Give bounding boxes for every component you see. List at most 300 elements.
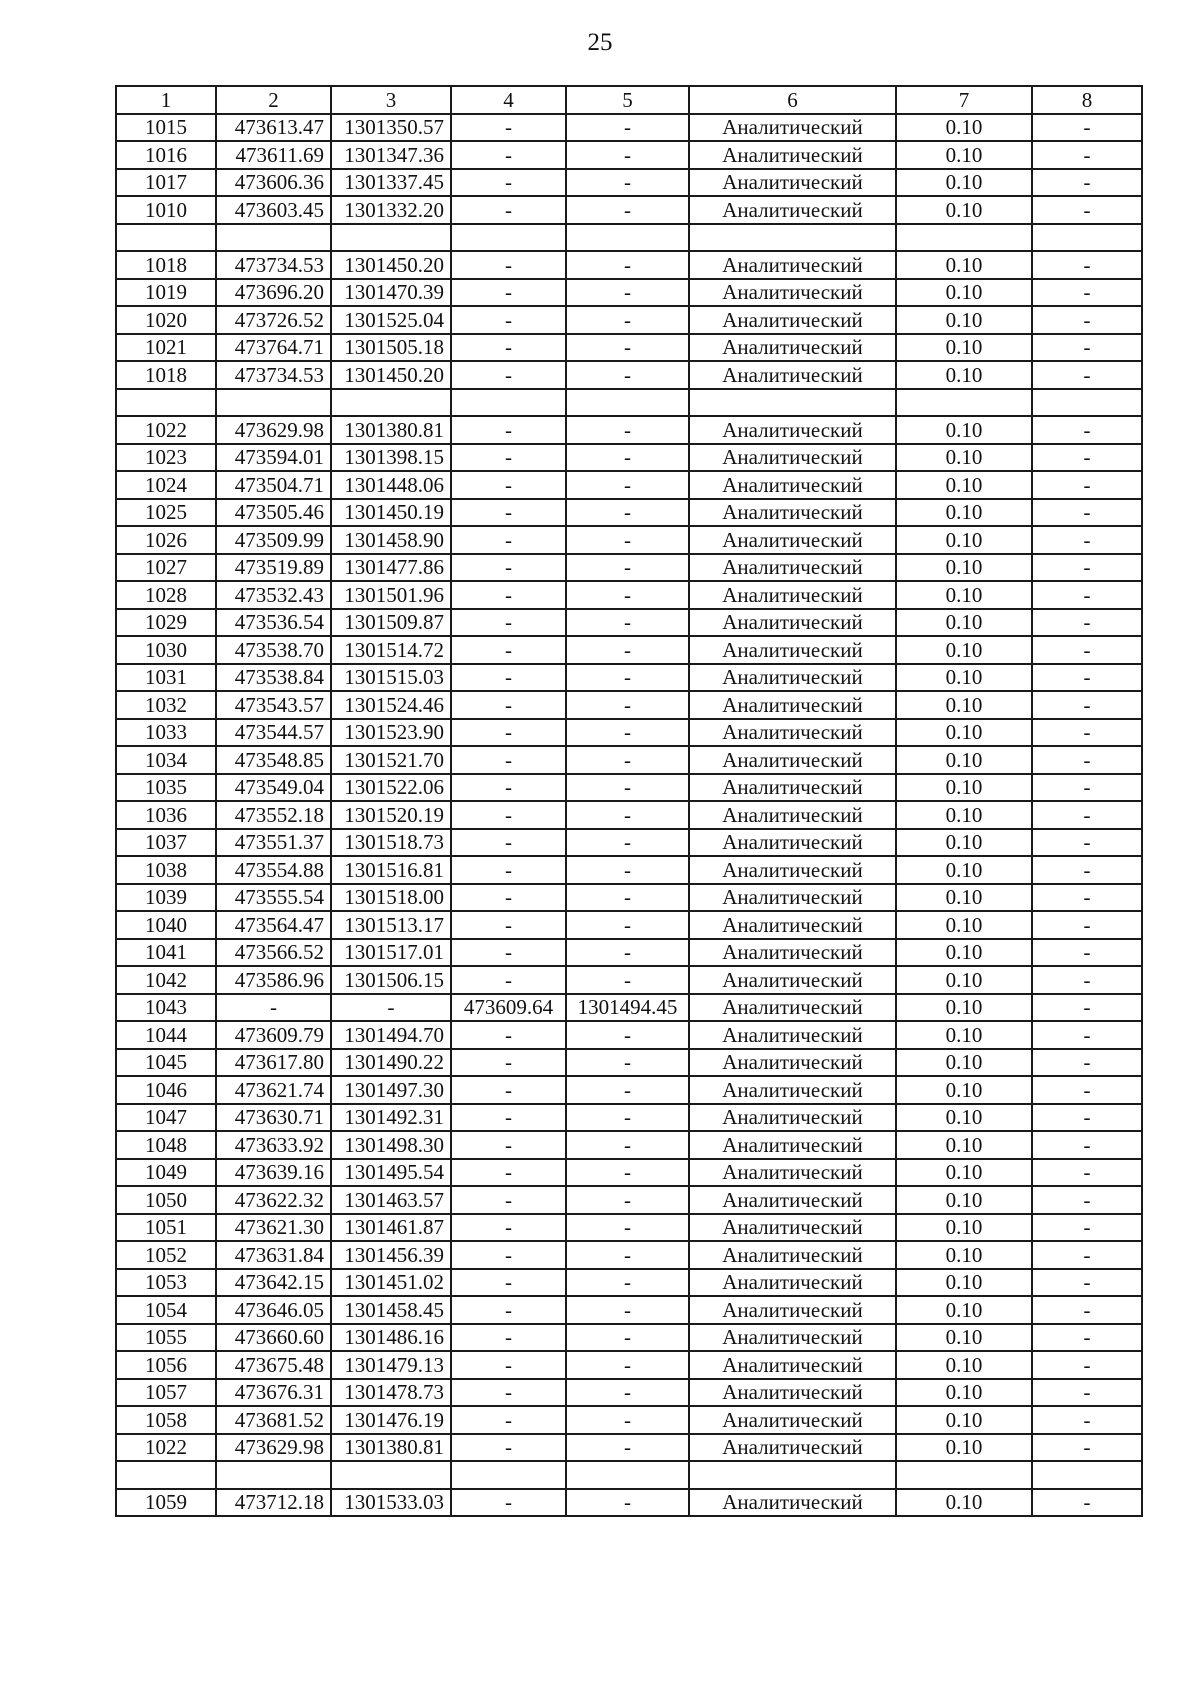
cell-method: Аналитический (689, 1324, 896, 1352)
cell-y-coordinate (331, 1461, 451, 1489)
cell-point-number: 1057 (116, 1379, 216, 1407)
cell-accuracy: 0.10 (896, 1021, 1032, 1049)
cell-note: - (1032, 1159, 1142, 1187)
table-row (116, 801, 1142, 829)
cell-y-coordinate-new: - (566, 1104, 689, 1132)
cell-method: Аналитический (689, 829, 896, 857)
cell-note: - (1032, 609, 1142, 637)
cell-y-coordinate-new: - (566, 746, 689, 774)
cell-accuracy: 0.10 (896, 664, 1032, 692)
cell-x-coordinate-new: - (451, 169, 566, 197)
cell-y-coordinate-new: - (566, 581, 689, 609)
cell-note: - (1032, 416, 1142, 444)
cell-point-number: 1047 (116, 1104, 216, 1132)
cell-y-coordinate: 1301478.73 (331, 1379, 451, 1407)
cell-y-coordinate: 1301497.30 (331, 1076, 451, 1104)
cell-method: Аналитический (689, 1186, 896, 1214)
cell-note: - (1032, 526, 1142, 554)
cell-y-coordinate-new: - (566, 141, 689, 169)
cell-point-number: 1058 (116, 1406, 216, 1434)
header-cell-2: 2 (216, 86, 331, 114)
cell-method: Аналитический (689, 169, 896, 197)
cell-method (689, 389, 896, 417)
cell-method: Аналитический (689, 279, 896, 307)
table-row (116, 911, 1142, 939)
cell-note: - (1032, 361, 1142, 389)
cell-accuracy: 0.10 (896, 1049, 1032, 1077)
cell-point-number: 1056 (116, 1351, 216, 1379)
cell-note: - (1032, 196, 1142, 224)
cell-y-coordinate: 1301517.01 (331, 939, 451, 967)
cell-x-coordinate (216, 1461, 331, 1489)
page-number: 25 (587, 29, 613, 56)
header-cell-6: 6 (689, 86, 896, 114)
cell-x-coordinate: 473603.45 (216, 196, 331, 224)
cell-x-coordinate: 473555.54 (216, 884, 331, 912)
cell-note: - (1032, 114, 1142, 142)
cell-note: - (1032, 1379, 1142, 1407)
cell-method: Аналитический (689, 719, 896, 747)
cell-x-coordinate: 473543.57 (216, 691, 331, 719)
cell-method: Аналитический (689, 664, 896, 692)
cell-point-number: 1050 (116, 1186, 216, 1214)
cell-point-number: 1026 (116, 526, 216, 554)
table-row (116, 416, 1142, 444)
table-row (116, 1159, 1142, 1187)
table-row (116, 664, 1142, 692)
cell-accuracy: 0.10 (896, 1406, 1032, 1434)
cell-point-number: 1037 (116, 829, 216, 857)
table-row (116, 141, 1142, 169)
cell-x-coordinate: 473544.57 (216, 719, 331, 747)
cell-note: - (1032, 1434, 1142, 1462)
cell-method: Аналитический (689, 334, 896, 362)
cell-y-coordinate: 1301498.30 (331, 1131, 451, 1159)
table-row (116, 224, 1142, 252)
cell-y-coordinate-new: - (566, 1049, 689, 1077)
cell-method: Аналитический (689, 746, 896, 774)
cell-y-coordinate: 1301479.13 (331, 1351, 451, 1379)
cell-point-number: 1042 (116, 966, 216, 994)
cell-method: Аналитический (689, 361, 896, 389)
table-row (116, 1296, 1142, 1324)
cell-y-coordinate-new: - (566, 1241, 689, 1269)
cell-point-number: 1055 (116, 1324, 216, 1352)
cell-note: - (1032, 966, 1142, 994)
table-row (116, 1434, 1142, 1462)
table-row (116, 334, 1142, 362)
cell-note: - (1032, 169, 1142, 197)
cell-note: - (1032, 581, 1142, 609)
cell-method: Аналитический (689, 1434, 896, 1462)
cell-y-coordinate-new: - (566, 114, 689, 142)
cell-x-coordinate: 473536.54 (216, 609, 331, 637)
cell-x-coordinate: 473509.99 (216, 526, 331, 554)
cell-accuracy: 0.10 (896, 581, 1032, 609)
cell-accuracy: 0.10 (896, 1076, 1032, 1104)
cell-y-coordinate-new: - (566, 829, 689, 857)
header-cell-3: 3 (331, 86, 451, 114)
cell-y-coordinate: 1301470.39 (331, 279, 451, 307)
cell-x-coordinate: 473622.32 (216, 1186, 331, 1214)
cell-y-coordinate-new: - (566, 774, 689, 802)
cell-y-coordinate: 1301456.39 (331, 1241, 451, 1269)
cell-y-coordinate-new: - (566, 1269, 689, 1297)
cell-y-coordinate: 1301520.19 (331, 801, 451, 829)
cell-method: Аналитический (689, 884, 896, 912)
table-row (116, 966, 1142, 994)
cell-method: Аналитический (689, 1214, 896, 1242)
cell-method: Аналитический (689, 1406, 896, 1434)
table-row (116, 1351, 1142, 1379)
cell-x-coordinate-new: - (451, 499, 566, 527)
cell-accuracy: 0.10 (896, 994, 1032, 1022)
cell-x-coordinate: 473538.70 (216, 636, 331, 664)
cell-accuracy: 0.10 (896, 1159, 1032, 1187)
cell-note: - (1032, 801, 1142, 829)
cell-point-number: 1054 (116, 1296, 216, 1324)
cell-y-coordinate: 1301477.86 (331, 554, 451, 582)
cell-x-coordinate-new: - (451, 361, 566, 389)
cell-x-coordinate-new: - (451, 1241, 566, 1269)
cell-x-coordinate-new: - (451, 609, 566, 637)
cell-accuracy: 0.10 (896, 939, 1032, 967)
table-row (116, 471, 1142, 499)
table-row (116, 1406, 1142, 1434)
table-row (116, 444, 1142, 472)
table-row (116, 746, 1142, 774)
cell-x-coordinate: 473621.30 (216, 1214, 331, 1242)
cell-accuracy: 0.10 (896, 1104, 1032, 1132)
cell-y-coordinate-new: - (566, 499, 689, 527)
cell-point-number: 1038 (116, 856, 216, 884)
cell-accuracy: 0.10 (896, 719, 1032, 747)
cell-x-coordinate-new: - (451, 334, 566, 362)
cell-y-coordinate-new: - (566, 471, 689, 499)
cell-y-coordinate-new: - (566, 1406, 689, 1434)
cell-note: - (1032, 719, 1142, 747)
cell-point-number: 1022 (116, 416, 216, 444)
table-row (116, 279, 1142, 307)
cell-point-number: 1029 (116, 609, 216, 637)
cell-y-coordinate-new: - (566, 279, 689, 307)
cell-y-coordinate: 1301451.02 (331, 1269, 451, 1297)
cell-x-coordinate-new: - (451, 306, 566, 334)
cell-method: Аналитический (689, 416, 896, 444)
cell-note: - (1032, 1296, 1142, 1324)
cell-y-coordinate-new: - (566, 1076, 689, 1104)
cell-point-number: 1034 (116, 746, 216, 774)
cell-point-number: 1010 (116, 196, 216, 224)
cell-accuracy: 0.10 (896, 774, 1032, 802)
cell-x-coordinate-new: - (451, 1021, 566, 1049)
table-row (116, 554, 1142, 582)
cell-x-coordinate-new: 473609.64 (451, 994, 566, 1022)
cell-point-number: 1027 (116, 554, 216, 582)
cell-x-coordinate-new: - (451, 471, 566, 499)
cell-method: Аналитический (689, 1104, 896, 1132)
cell-y-coordinate: 1301458.45 (331, 1296, 451, 1324)
cell-method: Аналитический (689, 1076, 896, 1104)
cell-accuracy: 0.10 (896, 416, 1032, 444)
cell-y-coordinate-new: - (566, 636, 689, 664)
cell-x-coordinate-new: - (451, 1379, 566, 1407)
cell-x-coordinate: 473642.15 (216, 1269, 331, 1297)
cell-y-coordinate-new: - (566, 169, 689, 197)
cell-note: - (1032, 334, 1142, 362)
table-header-row (116, 86, 1142, 114)
cell-note: - (1032, 691, 1142, 719)
cell-note: - (1032, 911, 1142, 939)
cell-method (689, 224, 896, 252)
cell-note: - (1032, 554, 1142, 582)
cell-note: - (1032, 1104, 1142, 1132)
cell-method: Аналитический (689, 1241, 896, 1269)
cell-y-coordinate: 1301509.87 (331, 609, 451, 637)
table-row (116, 1379, 1142, 1407)
cell-y-coordinate-new (566, 389, 689, 417)
cell-accuracy: 0.10 (896, 1186, 1032, 1214)
cell-x-coordinate-new: - (451, 251, 566, 279)
header-cell-7: 7 (896, 86, 1032, 114)
cell-x-coordinate-new (451, 224, 566, 252)
cell-x-coordinate: 473712.18 (216, 1489, 331, 1517)
table-row (116, 1461, 1142, 1489)
cell-point-number: 1030 (116, 636, 216, 664)
cell-note: - (1032, 1324, 1142, 1352)
cell-method: Аналитический (689, 609, 896, 637)
cell-x-coordinate-new: - (451, 719, 566, 747)
cell-accuracy: 0.10 (896, 884, 1032, 912)
table-row (116, 581, 1142, 609)
cell-accuracy: 0.10 (896, 361, 1032, 389)
cell-y-coordinate-new: - (566, 1324, 689, 1352)
table-row (116, 856, 1142, 884)
cell-y-coordinate: 1301516.81 (331, 856, 451, 884)
cell-x-coordinate-new: - (451, 526, 566, 554)
cell-point-number: 1053 (116, 1269, 216, 1297)
cell-y-coordinate: 1301380.81 (331, 416, 451, 444)
cell-x-coordinate-new: - (451, 691, 566, 719)
cell-x-coordinate-new: - (451, 636, 566, 664)
table-row (116, 774, 1142, 802)
cell-accuracy: 0.10 (896, 1489, 1032, 1517)
cell-x-coordinate: 473552.18 (216, 801, 331, 829)
cell-note: - (1032, 856, 1142, 884)
cell-note: - (1032, 1489, 1142, 1517)
cell-method: Аналитический (689, 471, 896, 499)
cell-x-coordinate: 473564.47 (216, 911, 331, 939)
cell-y-coordinate-new: - (566, 1186, 689, 1214)
cell-x-coordinate: 473630.71 (216, 1104, 331, 1132)
cell-accuracy (896, 224, 1032, 252)
cell-method: Аналитический (689, 801, 896, 829)
cell-y-coordinate: 1301350.57 (331, 114, 451, 142)
cell-y-coordinate: 1301398.15 (331, 444, 451, 472)
cell-x-coordinate: 473676.31 (216, 1379, 331, 1407)
cell-x-coordinate: 473629.98 (216, 1434, 331, 1462)
cell-y-coordinate: 1301514.72 (331, 636, 451, 664)
table-row (116, 306, 1142, 334)
cell-point-number: 1041 (116, 939, 216, 967)
cell-x-coordinate: 473726.52 (216, 306, 331, 334)
cell-x-coordinate-new: - (451, 746, 566, 774)
cell-x-coordinate: 473549.04 (216, 774, 331, 802)
cell-method: Аналитический (689, 1159, 896, 1187)
cell-note: - (1032, 1049, 1142, 1077)
cell-accuracy (896, 389, 1032, 417)
cell-x-coordinate-new: - (451, 1049, 566, 1077)
cell-y-coordinate-new: - (566, 664, 689, 692)
cell-x-coordinate: 473586.96 (216, 966, 331, 994)
cell-x-coordinate: 473566.52 (216, 939, 331, 967)
cell-x-coordinate-new: - (451, 196, 566, 224)
cell-note: - (1032, 1021, 1142, 1049)
cell-y-coordinate: 1301492.31 (331, 1104, 451, 1132)
cell-x-coordinate: 473613.47 (216, 114, 331, 142)
cell-method: Аналитический (689, 196, 896, 224)
cell-note: - (1032, 279, 1142, 307)
cell-y-coordinate-new: - (566, 691, 689, 719)
cell-note: - (1032, 1269, 1142, 1297)
cell-x-coordinate: 473734.53 (216, 251, 331, 279)
cell-accuracy: 0.10 (896, 829, 1032, 857)
cell-x-coordinate: 473554.88 (216, 856, 331, 884)
cell-x-coordinate-new: - (451, 1269, 566, 1297)
cell-accuracy: 0.10 (896, 1296, 1032, 1324)
cell-point-number: 1039 (116, 884, 216, 912)
cell-note: - (1032, 884, 1142, 912)
cell-point-number: 1018 (116, 251, 216, 279)
cell-x-coordinate-new: - (451, 884, 566, 912)
cell-y-coordinate: 1301506.15 (331, 966, 451, 994)
cell-y-coordinate: 1301513.17 (331, 911, 451, 939)
coordinates-table (115, 85, 1143, 1517)
table-row (116, 829, 1142, 857)
cell-method: Аналитический (689, 636, 896, 664)
cell-y-coordinate-new: - (566, 1379, 689, 1407)
cell-note: - (1032, 1406, 1142, 1434)
cell-method: Аналитический (689, 581, 896, 609)
cell-point-number: 1036 (116, 801, 216, 829)
cell-method: Аналитический (689, 1351, 896, 1379)
cell-x-coordinate: 473646.05 (216, 1296, 331, 1324)
cell-accuracy: 0.10 (896, 1269, 1032, 1297)
cell-method: Аналитический (689, 444, 896, 472)
cell-note: - (1032, 1131, 1142, 1159)
cell-x-coordinate-new: - (451, 141, 566, 169)
cell-note: - (1032, 829, 1142, 857)
cell-y-coordinate-new: - (566, 526, 689, 554)
cell-y-coordinate: 1301332.20 (331, 196, 451, 224)
cell-accuracy (896, 1461, 1032, 1489)
cell-accuracy: 0.10 (896, 444, 1032, 472)
cell-x-coordinate-new: - (451, 1296, 566, 1324)
cell-y-coordinate: 1301494.70 (331, 1021, 451, 1049)
cell-x-coordinate-new: - (451, 1351, 566, 1379)
cell-x-coordinate: 473519.89 (216, 554, 331, 582)
cell-method: Аналитический (689, 141, 896, 169)
cell-method: Аналитический (689, 856, 896, 884)
table-row (116, 1131, 1142, 1159)
table-body (116, 114, 1142, 1517)
table-row (116, 1076, 1142, 1104)
cell-y-coordinate-new: - (566, 416, 689, 444)
cell-y-coordinate-new: - (566, 1214, 689, 1242)
cell-x-coordinate: 473504.71 (216, 471, 331, 499)
cell-y-coordinate-new: - (566, 306, 689, 334)
cell-accuracy: 0.10 (896, 911, 1032, 939)
cell-accuracy: 0.10 (896, 1434, 1032, 1462)
cell-y-coordinate-new: - (566, 911, 689, 939)
cell-y-coordinate: 1301380.81 (331, 1434, 451, 1462)
cell-y-coordinate: 1301521.70 (331, 746, 451, 774)
cell-y-coordinate-new: - (566, 1351, 689, 1379)
cell-point-number: 1048 (116, 1131, 216, 1159)
cell-x-coordinate-new: - (451, 856, 566, 884)
cell-accuracy: 0.10 (896, 196, 1032, 224)
cell-y-coordinate-new: - (566, 966, 689, 994)
cell-note: - (1032, 1186, 1142, 1214)
cell-x-coordinate: 473594.01 (216, 444, 331, 472)
cell-y-coordinate (331, 224, 451, 252)
cell-x-coordinate-new: - (451, 939, 566, 967)
cell-method: Аналитический (689, 1131, 896, 1159)
cell-x-coordinate-new: - (451, 664, 566, 692)
cell-y-coordinate-new: - (566, 609, 689, 637)
cell-note: - (1032, 1241, 1142, 1269)
table-row (116, 526, 1142, 554)
cell-accuracy: 0.10 (896, 746, 1032, 774)
cell-x-coordinate: 473609.79 (216, 1021, 331, 1049)
cell-accuracy: 0.10 (896, 251, 1032, 279)
cell-y-coordinate: 1301347.36 (331, 141, 451, 169)
cell-note: - (1032, 746, 1142, 774)
cell-y-coordinate: 1301448.06 (331, 471, 451, 499)
table-row (116, 1021, 1142, 1049)
cell-accuracy: 0.10 (896, 526, 1032, 554)
cell-method: Аналитический (689, 554, 896, 582)
table-row (116, 1049, 1142, 1077)
table-row (116, 1269, 1142, 1297)
cell-point-number: 1040 (116, 911, 216, 939)
table-row (116, 1214, 1142, 1242)
header-cell-4: 4 (451, 86, 566, 114)
cell-note: - (1032, 251, 1142, 279)
cell-x-coordinate-new (451, 389, 566, 417)
cell-point-number: 1020 (116, 306, 216, 334)
cell-y-coordinate-new: - (566, 251, 689, 279)
cell-method (689, 1461, 896, 1489)
cell-y-coordinate-new: - (566, 361, 689, 389)
cell-note: - (1032, 306, 1142, 334)
cell-accuracy: 0.10 (896, 279, 1032, 307)
cell-method: Аналитический (689, 1269, 896, 1297)
cell-y-coordinate: 1301450.20 (331, 361, 451, 389)
cell-point-number: 1018 (116, 361, 216, 389)
cell-y-coordinate: 1301522.06 (331, 774, 451, 802)
cell-point-number: 1044 (116, 1021, 216, 1049)
cell-point-number: 1024 (116, 471, 216, 499)
cell-point-number: 1017 (116, 169, 216, 197)
cell-y-coordinate-new (566, 224, 689, 252)
cell-accuracy: 0.10 (896, 141, 1032, 169)
cell-y-coordinate-new: - (566, 196, 689, 224)
cell-x-coordinate-new: - (451, 279, 566, 307)
table-row (116, 499, 1142, 527)
cell-y-coordinate-new: - (566, 444, 689, 472)
cell-note (1032, 1461, 1142, 1489)
